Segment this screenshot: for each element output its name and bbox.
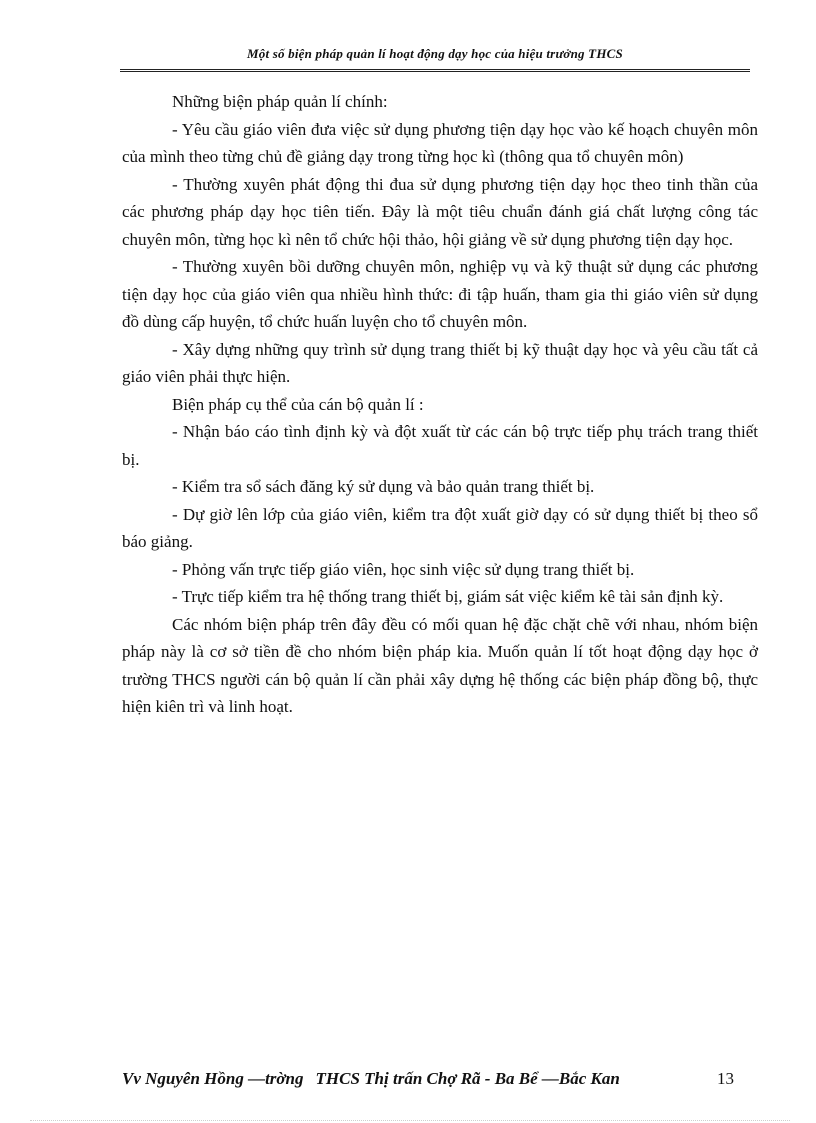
paragraph: - Kiểm tra sổ sách đăng ký sử dụng và bảo quản trang thiết bị. xyxy=(172,477,595,496)
page-footer xyxy=(122,1069,742,1089)
paragraph: Những biện pháp quản lí chính: xyxy=(172,92,388,111)
footer-school: THCS Thị trấn Chợ Rã - Ba Bể —Bắc Kan xyxy=(315,1069,620,1088)
paragraph: - Dự giờ lên lớp của giáo viên, kiểm tra đột xuất giờ dạy có sử dụng thiết bị theo sổ báo giảng. xyxy=(122,504,758,551)
paragraph: - Thường xuyên phát động thi đua sử dụng phương tiện dạy học theo tinh thần của các phương pháp dạy học tiên tiến. Đây là một tiêu chuẩn đánh giá chất lượng công tác chuyên môn, từng học kì nên tổ chức hội thảo, hội giảng về sử dụng phương tiện dạy học. xyxy=(122,174,758,249)
paragraph: - Thường xuyên bồi dưỡng chuyên môn, nghiệp vụ và kỹ thuật sử dụng các phương tiện dạy học của giáo viên qua nhiều hình thức: đi tập huấn, tham gia thi giáo viên sử dụng đồ dùng cấp huyện, tổ chức huấn luyện cho tổ chuyên môn. xyxy=(122,257,758,331)
paragraph: - Yêu cầu giáo viên đưa việc sử dụng phương tiện dạy học vào kế hoạch chuyên môn của mình theo từng chủ đề giảng dạy trong từng học kì (thông qua tổ chuyên môn) xyxy=(122,119,758,166)
running-header: Một số biện pháp quản lí hoạt động dạy học của hiệu trưởng THCS xyxy=(247,46,623,61)
header-divider xyxy=(120,69,750,72)
bottom-border xyxy=(30,1120,790,1121)
paragraph: - Nhận báo cáo tình định kỳ và đột xuất từ các cán bộ trực tiếp phụ trách trang thiết bị. xyxy=(122,422,758,469)
footer-author: Vv Nguyên Hồng —trờng xyxy=(122,1069,304,1088)
paragraph: - Phỏng vấn trực tiếp giáo viên, học sinh việc sử dụng trang thiết bị. xyxy=(172,559,635,579)
body-text xyxy=(122,88,758,721)
paragraph: - Xây dựng những quy trình sử dụng trang thiết bị kỹ thuật dạy học và yêu cầu tất cả giáo viên phải thực hiện. xyxy=(122,339,758,386)
page-number: 13 xyxy=(717,1069,734,1088)
paragraph: Biện pháp cụ thể của cán bộ quản lí : xyxy=(172,394,424,414)
paragraph: - Trực tiếp kiểm tra hệ thống trang thiết bị, giám sát việc kiểm kê tài sản định kỳ. xyxy=(172,587,724,606)
paragraph: Các nhóm biện pháp trên đây đều có mối quan hệ đặc chặt chẽ với nhau, nhóm biện pháp này là cơ sở tiền đề cho nhóm biện pháp kia. Muốn quản lí tốt hoạt động dạy học ở trường THCS người cán bộ quản lí cần phải xây dựng hệ thống các biện pháp đồng bộ, thực hiện kiên trì và linh hoạt. xyxy=(122,614,758,716)
